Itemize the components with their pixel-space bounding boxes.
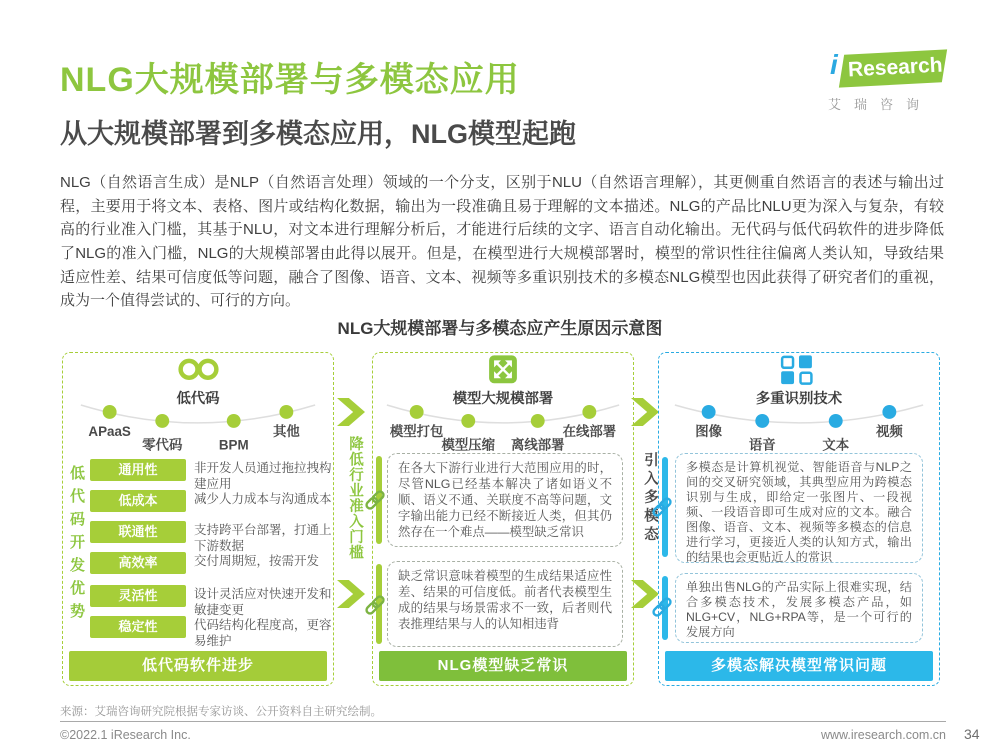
model-deploy-column	[372, 352, 634, 686]
feature-desc: 设计灵活应对快速开发和敏捷变更	[194, 587, 332, 617]
feature-desc: 减少人力成本与沟通成本	[194, 492, 332, 506]
feature-row	[63, 616, 333, 650]
deploy-top-chart	[373, 355, 633, 461]
feature-pill: 低成本	[90, 490, 186, 512]
page-title: NLG大规模部署与多模态应用	[60, 61, 520, 99]
deploy-box-2: 缺乏常识意味着模型的生成结果适应性差、结果的可信度低。前者代表模型生成的结果与场景需求不一致，后者则代表推理结果与人的认知相违背	[387, 561, 623, 647]
multimodal-box-2: 单独出售NLG的产品实际上很难实现，结合多模态技术，发展多模态产品，如NLG+CV，NLG+RPA等，是一个可行的发展方向	[675, 573, 923, 643]
node-label: 零代码	[142, 437, 183, 453]
multimodal-heading: 多重识别技术	[755, 391, 843, 408]
feature-row	[63, 552, 333, 586]
feature-desc: 交付周期短，按需开发	[194, 554, 320, 568]
node-label: APaaS	[88, 423, 131, 439]
logo-chinese-name: 艾瑞咨询	[828, 97, 933, 112]
node-label: 图像	[695, 423, 723, 439]
feature-row	[63, 521, 333, 555]
arrow2-label: 引入多模态	[642, 452, 658, 545]
website-url: www.iresearch.com.cn	[820, 728, 946, 742]
feature-pill: 通用性	[90, 459, 186, 481]
iresearch-logo	[826, 49, 956, 112]
link-icon	[650, 595, 674, 619]
feature-row	[63, 490, 333, 524]
node-label: 模型压缩	[441, 437, 496, 453]
lowcode-side-label: 低代码开发优势	[68, 465, 85, 626]
node-label: BPM	[218, 437, 249, 453]
node-label: 在线部署	[562, 423, 617, 439]
feature-desc: 非开发人员通过拖拉拽构建应用	[194, 461, 332, 491]
logo-wordmark: Research	[847, 53, 944, 82]
lowcode-column	[62, 352, 334, 686]
lowcode-top-chart	[63, 355, 333, 461]
grid-squares-icon	[781, 355, 812, 384]
feature-row	[63, 459, 333, 493]
multimodal-top-chart	[659, 355, 939, 461]
link-icon	[363, 488, 387, 512]
node-dots	[702, 405, 897, 428]
feature-desc: 代码结构化程度高，更容易维护	[194, 618, 332, 648]
chevron-right-icon	[336, 398, 366, 426]
infinity-icon	[181, 361, 217, 378]
footer-divider	[60, 721, 946, 722]
node-label: 视频	[875, 423, 903, 439]
lowcode-heading: 低代码	[176, 391, 220, 408]
logo-letter-i: i	[830, 49, 838, 80]
deploy-footer-bar: NLG模型缺乏常识	[379, 651, 627, 681]
copyright-text: ©2022.1 iResearch Inc.	[60, 728, 191, 742]
node-label: 模型打包	[389, 423, 444, 439]
feature-pill: 灵活性	[90, 585, 186, 607]
multimodal-column	[658, 352, 940, 686]
arrow1-label: 降低行业准入门槛	[347, 436, 363, 560]
feature-pill: 高效率	[90, 552, 186, 574]
intro-paragraph: NLG（自然语言生成）是NLP（自然语言处理）领域的一个分支，区别于NLU（自然语言理解），其更侧重自然语言的表述与输出过程，主要用于将文本、表格、图片或结构化数据，输出为一段准确且易于理解的文本描述。NLG的产品比NLU更为深入与复杂，有较高的行业准入门槛，其基于NLU，对文本进行理解分析后，才能进行后续的文字、语言自动化输出。无代码与低代码软件的进步降低了NLG的准入门槛，NLG的大规模部署由此得以展开。但是，在模型进行大规模部署时，模型的常识性往往偏离人类认知，导致结果适应性差、结果可信度低等问题，融合了图像、语音、文本、视频等多重识别技术的多模态NLG模型也因此获得了研究者们的重视，成为一个值得尝试的、可行的方向。	[60, 174, 944, 310]
node-label: 离线部署	[510, 437, 565, 453]
chevron-right-icon	[630, 398, 660, 426]
expand-arrows-icon	[489, 355, 517, 383]
source-note: 来源：艾瑞咨询研究院根据专家访谈、公开资料自主研究绘制。	[60, 706, 382, 718]
node-label: 文本	[822, 437, 850, 453]
node-label: 语音	[748, 437, 776, 453]
page-subtitle: 从大规模部署到多模态应用，NLG模型起跑	[60, 119, 576, 149]
node-label: 其他	[272, 423, 300, 439]
lowcode-footer-bar: 低代码软件进步	[69, 651, 327, 681]
multimodal-footer-bar: 多模态解决模型常识问题	[665, 651, 933, 681]
multimodal-box-1: 多模态是计算机视觉、智能语音与NLP之间的交叉研究领域，其典型应用为跨模态识别与生成，即给定一张图片、一段视频、一段语音即可生成对应的文本。融合图像、语音、文本、视频等多模态的信息进行学习，更接近人类的认知方式，输出的结果也会更贴近人的常识	[675, 453, 923, 563]
deploy-box-1: 在各大下游行业进行大范围应用的时，尽管NLG已经基本解决了诸如语义不顺、语义不通、关联度不高等问题，文字输出能力已经不断接近人类，但其仍然存在一个难点——模型缺乏常识	[387, 453, 623, 547]
page-number: 34	[964, 726, 980, 742]
link-icon	[650, 495, 674, 519]
feature-pill: 联通性	[90, 521, 186, 543]
feature-desc: 支持跨平台部署，打通上下游数据	[194, 523, 332, 553]
feature-row	[63, 585, 333, 619]
deploy-heading: 模型大规模部署	[452, 391, 554, 408]
chevron-right-icon	[336, 580, 366, 608]
link-icon	[363, 593, 387, 617]
diagram-title: NLG大规模部署与多模态应产生原因示意图	[337, 319, 663, 338]
feature-pill: 稳定性	[90, 616, 186, 638]
